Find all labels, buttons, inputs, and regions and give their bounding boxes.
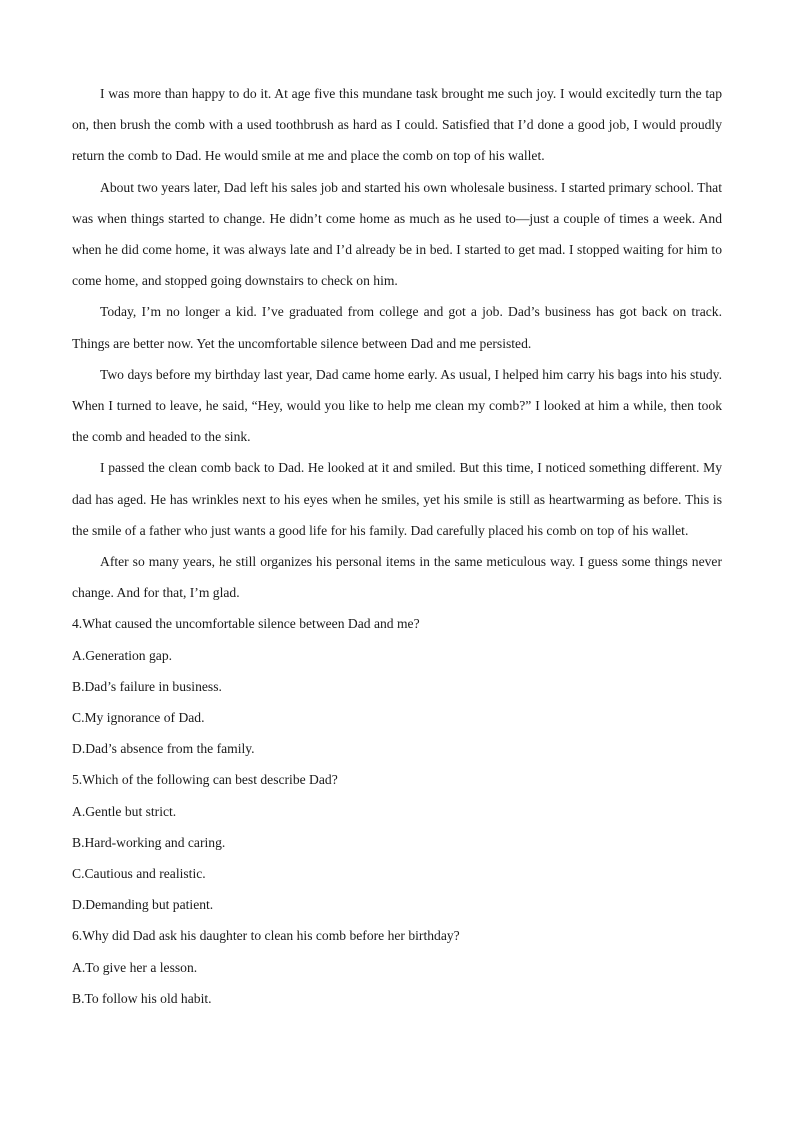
document-content (72, 78, 722, 1014)
answer-option-c: C.My ignorance of Dad. (72, 710, 205, 726)
answer-option-a: A.Gentle but strict. (72, 803, 177, 819)
answer-option-a: A.Generation gap. (72, 647, 173, 663)
passage-paragraph-6: After so many years, he still organizes his personal items in the same meticulous way. I guess some things never change. And for that, I’m glad. (72, 554, 722, 601)
question-4 (72, 608, 722, 764)
passage-paragraph-2: About two years later, Dad left his sales job and started his own wholesale business. I started primary school. That was when things started to change. He didn’t come home as much as he used to—just a couple of times a week. And when he did come home, it was always late and I’d already be in bed. I started to get mad. I stopped waiting for him to come home, and stopped going downstairs to check on him. (72, 179, 722, 289)
answer-option-b: B.Hard-working and caring. (72, 834, 226, 850)
answer-option-a: A.To give her a lesson. (72, 959, 198, 975)
answer-option-c: C.Cautious and realistic. (72, 866, 206, 882)
question-stem: 4.What caused the uncomfortable silence between Dad and me? (72, 616, 420, 632)
passage-paragraph-1: I was more than happy to do it. At age five this mundane task brought me such joy. I would excitedly turn the tap on, then brush the comb with a used toothbrush as hard as I could. Satisfied that I’d done a good job, I would proudly return the comb to Dad. He would smile at me and place the comb on top of his wallet. (72, 86, 722, 164)
passage-paragraph-5: I passed the clean comb back to Dad. He looked at it and smiled. But this time, I noticed something different. My dad has aged. He has wrinkles next to his eyes when he smiles, yet his smile is still as heartwarming as before. This is the smile of a father who just wants a good life for his family. Dad carefully placed his comb on top of his wallet. (72, 460, 722, 538)
question-5 (72, 764, 722, 920)
question-stem: 6.Why did Dad ask his daughter to clean his comb before her birthday? (72, 928, 460, 944)
passage-paragraph-3: Today, I’m no longer a kid. I’ve graduated from college and got a job. Dad’s business has got back on track. Things are better now. Yet the uncomfortable silence between Dad and me persisted. (72, 304, 722, 351)
question-stem: 5.Which of the following can best describe Dad? (72, 772, 338, 788)
answer-option-b: B.Dad’s failure in business. (72, 678, 222, 694)
passage-paragraph-4: Two days before my birthday last year, Dad came home early. As usual, I helped him carry his bags into his study. When I turned to leave, he said, “Hey, would you like to help me clean my comb?” I looked at him a while, then took the comb and headed to the sink. (72, 366, 722, 445)
answer-option-d: D.Demanding but patient. (72, 897, 214, 913)
answer-option-d: D.Dad’s absence from the family. (72, 741, 255, 757)
question-6 (72, 920, 722, 1014)
answer-option-b: B.To follow his old habit. (72, 990, 212, 1006)
